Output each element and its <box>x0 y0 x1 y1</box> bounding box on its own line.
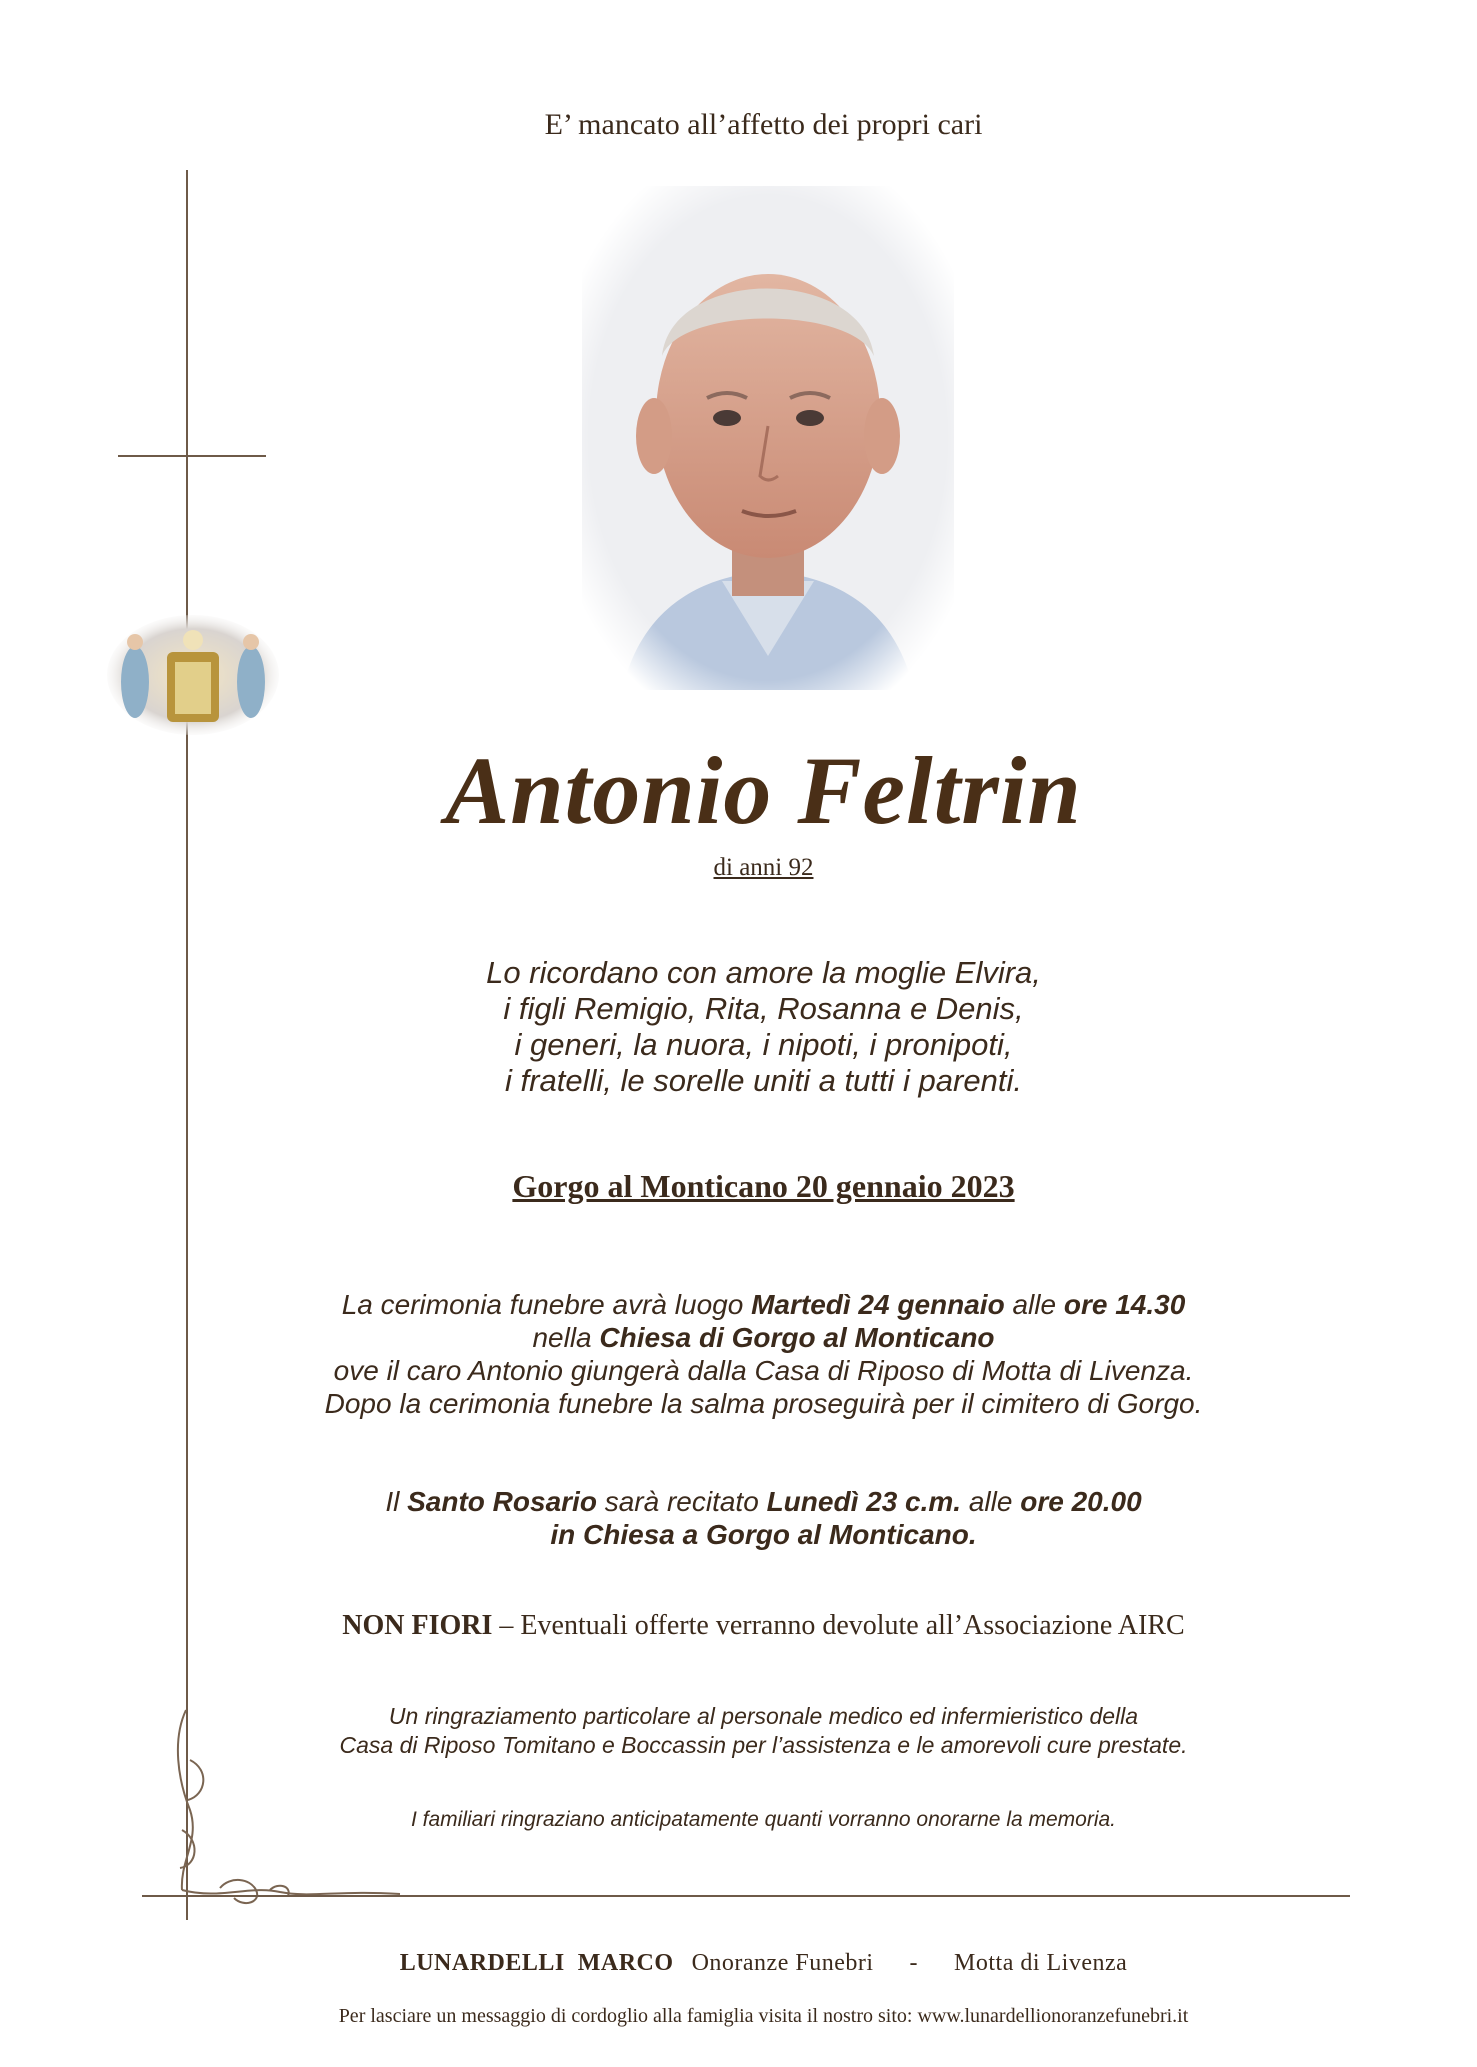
rosary-time: ore 20.00 <box>1020 1486 1142 1517</box>
no-flowers-note <box>150 1610 1377 1642</box>
remembrance-line: i generi, la nuora, i nipoti, i pronipoti, <box>514 1027 1013 1062</box>
rosary-line-1 <box>150 1485 1377 1518</box>
remembrance-line: i fratelli, le sorelle uniti a tutti i parenti. <box>505 1063 1022 1098</box>
place-and-date: Gorgo al Monticano 20 gennaio 2023 <box>512 1168 1015 1204</box>
thanks-line: Un ringraziamento particolare al personale medico ed infermieristico della <box>388 1703 1139 1729</box>
funeral-home-service: Onoranze Funebri <box>691 1950 874 1976</box>
intro-text: E’ mancato all’affetto dei propri cari <box>544 108 983 141</box>
ceremony-line-3: ove il caro Antonio giungerà dalla Casa di Riposo di Motta di Livenza. <box>333 1355 1194 1386</box>
ceremony-time: ore 14.30 <box>1063 1289 1186 1320</box>
funeral-home-name: LUNARDELLI MARCO <box>399 1950 674 1976</box>
ceremony-date: Martedì 24 gennaio <box>751 1289 1005 1320</box>
rosary-text: Il <box>385 1486 408 1517</box>
ceremony-text: nella <box>532 1322 600 1353</box>
rosary-title: Santo Rosario <box>407 1486 597 1517</box>
rosary-text: sarà recitato <box>596 1486 767 1517</box>
cross-horizontal-bar <box>118 455 266 457</box>
no-flowers-text: – Eventuali offerte verranno devolute all’Associazione AIRC <box>492 1610 1185 1641</box>
rosary-date: Lunedì 23 c.m. <box>766 1486 962 1517</box>
funeral-home-town: Motta di Livenza <box>954 1950 1128 1976</box>
rosary-details <box>150 1485 1377 1551</box>
remembrance-text <box>150 955 1377 1099</box>
ceremony-church: Chiesa di Gorgo al Monticano <box>599 1322 995 1353</box>
thanks-line: Casa di Riposo Tomitano e Boccassin per l’assistenza e le amorevoli cure prestate. <box>339 1732 1188 1758</box>
funeral-home <box>150 1950 1377 1977</box>
footer-divider <box>142 1895 1350 1897</box>
footer-separator: - <box>909 1950 919 1976</box>
rosary-location: in Chiesa a Gorgo al Monticano. <box>550 1519 977 1550</box>
age: di anni 92 <box>713 854 814 881</box>
ceremony-line-1 <box>150 1288 1377 1321</box>
ceremony-text: alle <box>1004 1289 1064 1320</box>
family-thanks: I familiari ringraziano anticipatamente quanti vorranno onorarne la memoria. <box>410 1808 1117 1831</box>
remembrance-line: Lo ricordano con amore la moglie Elvira, <box>486 955 1041 990</box>
portrait-photo <box>582 186 954 690</box>
rosary-text: alle <box>961 1486 1021 1517</box>
religious-image <box>105 612 281 738</box>
rosary-line-2 <box>150 1518 1377 1551</box>
website-message: Per lasciare un messaggio di cordoglio alla famiglia visita il nostro sito: www.lunardellionoranzefunebri.it <box>338 2005 1189 2027</box>
ceremony-text: La cerimonia funebre avrà luogo <box>341 1289 752 1320</box>
ceremony-line-4: Dopo la cerimonia funebre la salma proseguirà per il cimitero di Gorgo. <box>324 1388 1203 1419</box>
deceased-name: Antonio Feltrin <box>445 737 1082 844</box>
no-flowers-label: NON FIORI <box>342 1610 493 1641</box>
remembrance-line: i figli Remigio, Rita, Rosanna e Denis, <box>503 991 1024 1026</box>
ceremony-details <box>150 1288 1377 1420</box>
ceremony-line-2 <box>150 1321 1377 1354</box>
